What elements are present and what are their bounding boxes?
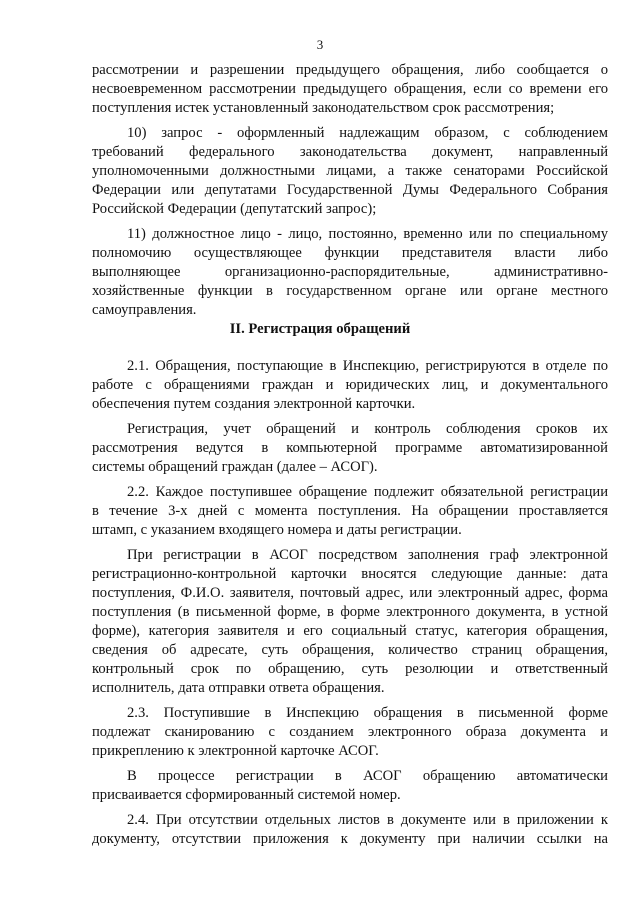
text-line: контрольный срок по обращению, суть резолюции и ответственный — [92, 661, 608, 677]
text-line: 2.1. Обращения, поступающие в Инспекцию, регистрируются в отделе по — [127, 358, 608, 374]
text-line: хозяйственные функции в государственном органе или органе местного — [92, 283, 608, 299]
text-line: обеспечения путем создания электронной карточки. — [92, 396, 416, 412]
text-line: уполномоченными должностными лицами, а также сенаторами Российской — [92, 163, 608, 179]
text-line: регистрационно-контрольной карточки вносятся следующие данные: дата — [92, 566, 608, 582]
text-line: поступления, Ф.И.О. заявителя, почтовый адрес, или электронный адрес, форма — [92, 585, 608, 601]
text-line: 2.4. При отсутствии отдельных листов в документе или в приложении к — [127, 812, 608, 828]
text-line: в течение 3-х дней с момента поступления. На обращении проставляется — [92, 503, 608, 519]
text-line: присваивается сформированный системой номер. — [92, 787, 401, 803]
text-line: выполняющее организационно-распорядительные, административно- — [92, 264, 608, 280]
text-line: 2.3. Поступившие в Инспекцию обращения в письменной форме — [127, 705, 608, 721]
text-line: В процессе регистрации в АСОГ обращению автоматически — [127, 768, 608, 784]
text-line: поступления (в письменной форме, в форме электронного документа, в устной — [92, 604, 608, 620]
text-line: Регистрация, учет обращений и контроль соблюдения сроков их — [127, 421, 608, 437]
text-line: При регистрации в АСОГ посредством заполнения граф электронной — [127, 547, 608, 563]
section-heading: II. Регистрация обращений — [229, 321, 411, 337]
page-number: 3 — [316, 37, 324, 52]
text-line: исполнитель, дата отправки ответа обращения. — [92, 680, 385, 696]
text-line: сведения об адресате, суть обращения, количество страниц обращения, — [92, 642, 608, 658]
text-line: работе с обращениями граждан и юридических лиц, и документального — [92, 377, 608, 393]
text-line: рассмотрении и разрешении предыдущего обращения, либо сообщается о — [92, 62, 608, 78]
text-line: самоуправления. — [92, 302, 197, 318]
text-line: 10) запрос - оформленный надлежащим образом, с соблюдением — [127, 125, 608, 141]
text-line: рассмотрения ведутся в компьютерной программе автоматизированной — [92, 440, 608, 456]
text-line: несвоевременном рассмотрении предыдущего обращения, если со времени его — [92, 81, 608, 97]
text-line: Федерации или депутатами Государственной Думы Федерального Собрания — [92, 182, 608, 198]
text-line: Российской Федерации (депутатский запрос); — [92, 201, 377, 217]
text-line: системы обращений граждан (далее – АСОГ). — [92, 459, 378, 475]
text-line: 11) должностное лицо - лицо, постоянно, временно или по специальному — [127, 226, 608, 242]
text-line: штамп, с указанием входящего номера и даты регистрации. — [92, 522, 462, 538]
text-line: поступления истек установленный законодательством срок рассмотрения; — [92, 100, 555, 116]
text-line: 2.2. Каждое поступившее обращение подлежит обязательной регистрации — [127, 484, 608, 500]
text-line: форме), категория заявителя и его социальный статус, категория обращения, — [92, 623, 608, 639]
text-line: требований федерального законодательства документ, направленный — [92, 144, 608, 160]
text-line: прикреплению к электронной карточке АСОГ. — [92, 743, 379, 759]
text-line: документу, отсутствии приложения к документу при наличии ссылки на — [92, 831, 608, 847]
text-line: полномочию осуществляющее функции представителя власти либо — [92, 245, 608, 261]
text-line: подлежат сканированию с созданием электронного образа документа и — [92, 724, 608, 740]
